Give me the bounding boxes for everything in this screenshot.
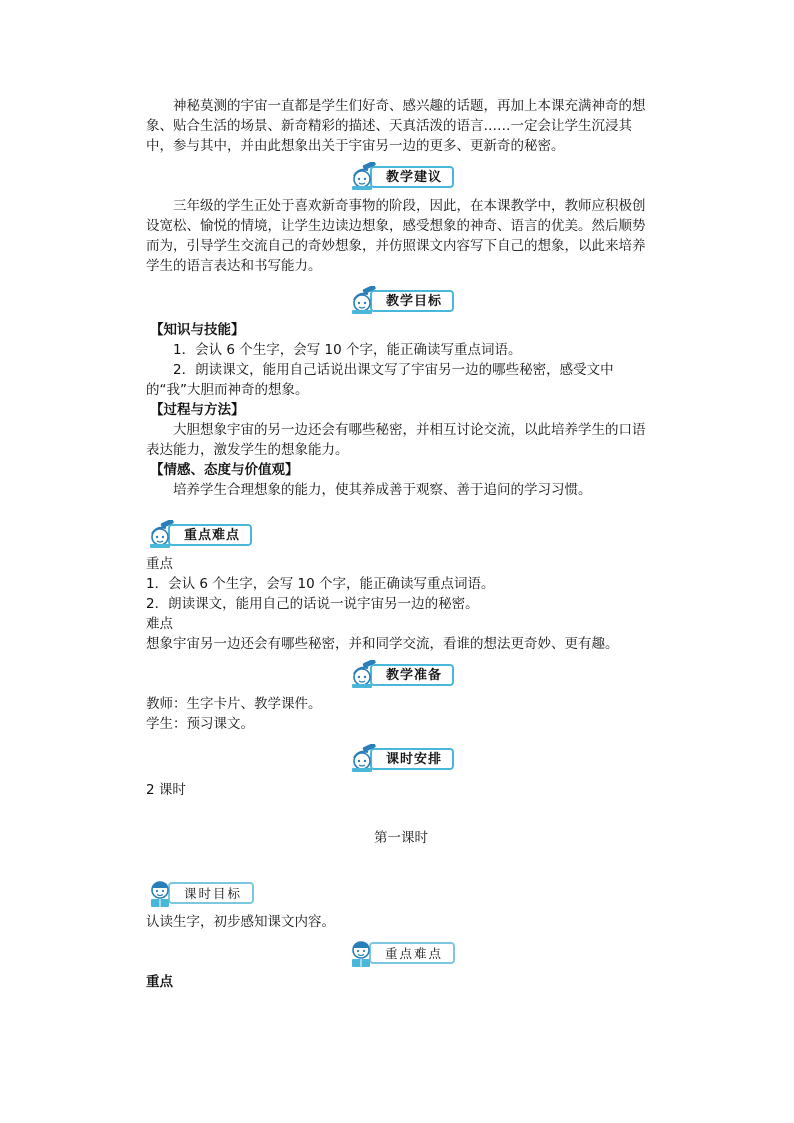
lesson1-key-heading-row [146,938,656,968]
preparation-heading-row [146,660,656,690]
preparation-teacher: 教师：生字卡片、教学课件。 [146,696,322,712]
document-content [146,96,656,992]
suggestion-paragraph: 三年级的学生正处于喜欢新奇事物的阶段，因此，在本课教学中，教师应积极创设宽松、愉悦的情境，让学生边读边想象，感受想象的神奇、语言的优美。然后顺势而为，引导学生交流自己的奇妙想象，并仿照课文内容写下自己的想象，以此来培养学生的语言表达和书写能力。 [146,198,646,274]
knowledge-item-1: 1．会认 6 个生字，会写 10 个字，能正确读写重点词语。 [173,342,522,358]
schedule-heading-row [146,744,656,774]
goals-heading-badge [348,286,454,316]
preparation-student: 学生：预习课文。 [146,716,254,732]
lesson1-goal-heading-row [146,878,656,908]
goals-heading-row [146,286,656,316]
key-label: 重点 [146,556,173,572]
process-paragraph: 大胆想象宇宙的另一边还会有哪些秘密，并相互讨论交流，以此培养学生的口语表达能力，激发学生的想象能力。 [146,422,646,458]
keypoints-heading: 重点难点 [168,524,252,546]
pencil-kid-icon [348,660,378,690]
keypoints-heading-row [146,520,656,550]
knowledge-item-2: 2．朗读课文，能用自己话说出课文写了宇宙另一边的哪些秘密，感受文中的“我”大胆而神奇的想象。 [146,362,614,398]
lesson1-title: 第一课时 [374,830,428,846]
lesson1-key-label: 重点 [146,974,173,990]
keypoints-heading-badge [146,520,252,550]
key-item-1: 1．会认 6 个生字，会写 10 个字，能正确读写重点词语。 [146,576,495,592]
difficult-label: 难点 [146,616,173,632]
difficult-paragraph: 想象宇宙另一边还会有哪些秘密，并和同学交流，看谁的想法更奇妙、更有趣。 [146,636,619,652]
lesson1-goal-heading: 课时目标 [168,882,254,904]
schedule-text: 2 课时 [146,782,186,798]
schedule-heading: 课时安排 [370,748,454,770]
preparation-heading-badge [348,660,454,690]
lesson1-goal-heading-badge [146,878,254,908]
preparation-heading: 教学准备 [370,664,454,686]
suggestion-heading: 教学建议 [370,166,454,188]
boy-reading-icon [347,938,377,968]
emotion-paragraph: 培养学生合理想象的能力，使其养成善于观察、善于追问的学习习惯。 [173,482,592,498]
intro-paragraph: 神秘莫测的宇宙一直都是学生们好奇、感兴趣的话题，再加上本课充满神奇的想象、贴合生活的场景、新奇精彩的描述、天真活泼的语言……一定会让学生沉浸其中，参与其中，并由此想象出关于宇宙另一边的更多、更新奇的秘密。 [146,98,646,154]
lesson1-goal-text: 认读生字，初步感知课文内容。 [146,914,335,930]
pencil-kid-icon [146,520,176,550]
knowledge-title: 【知识与技能】 [150,322,245,338]
lesson1-key-heading-badge [347,938,455,968]
lesson1-key-heading: 重点难点 [369,942,455,964]
pencil-kid-icon [348,286,378,316]
pencil-kid-icon [348,744,378,774]
pencil-kid-icon [348,162,378,192]
key-item-2: 2．朗读课文，能用自己的话说一说宇宙另一边的秘密。 [146,596,479,612]
emotion-title: 【情感、态度与价值观】 [150,462,299,478]
schedule-heading-badge [348,744,454,774]
suggestion-heading-row [146,162,656,192]
boy-reading-icon [146,878,176,908]
suggestion-heading-badge [348,162,454,192]
goals-heading: 教学目标 [370,290,454,312]
process-title: 【过程与方法】 [150,402,245,418]
